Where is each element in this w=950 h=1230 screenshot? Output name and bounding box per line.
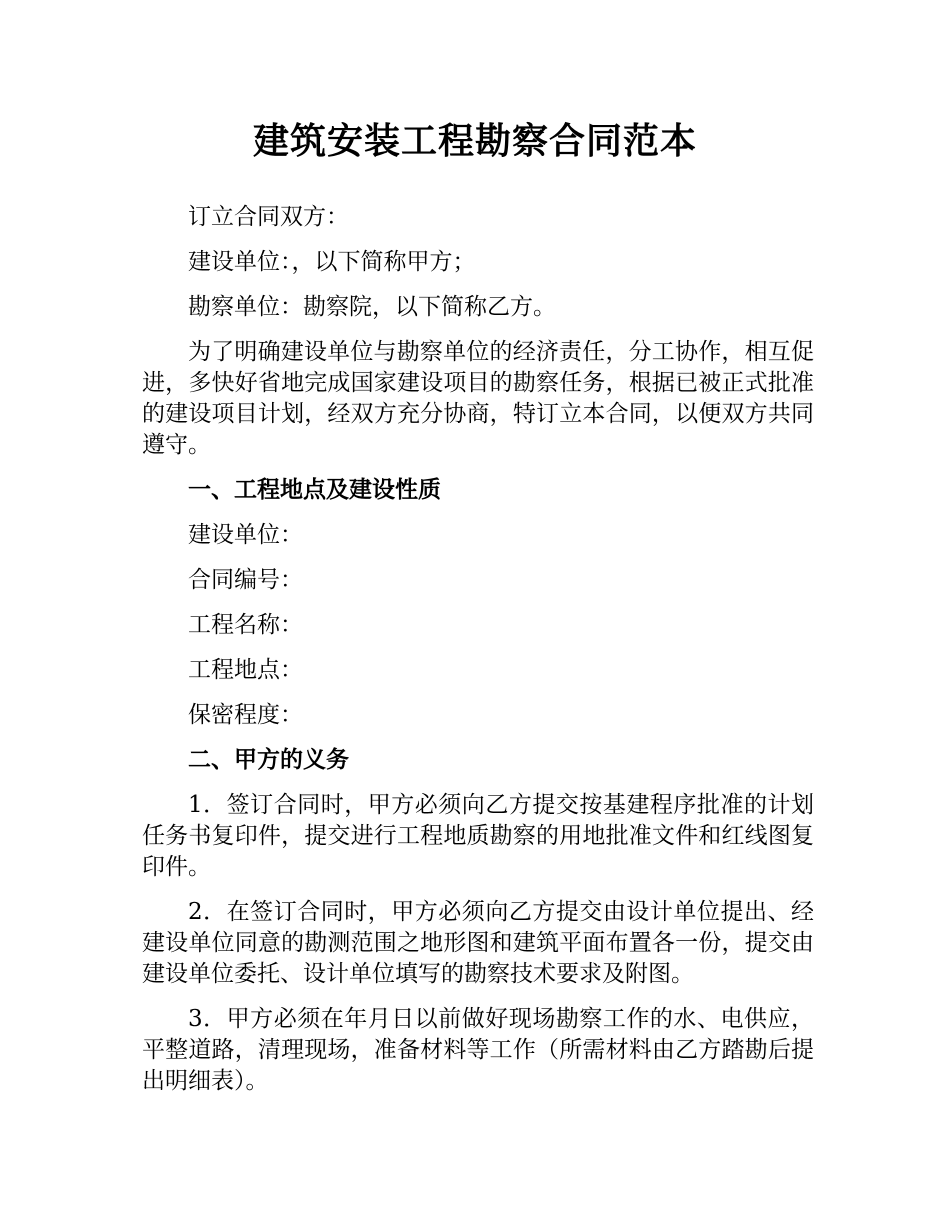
paragraph-party-a: 建设单位：，以下简称甲方； <box>188 249 476 275</box>
field-contract-number: 合同编号： <box>188 567 303 593</box>
document-title: 建筑安装工程勘察合同范本 <box>252 121 697 162</box>
clause-2-3: 3．甲方必须在年月日以前做好现场勘察工作的水、电供应，平整道路，清理现场，准备材料等工作（所需材料由乙方踏勘后提出明细表）。 <box>142 1006 814 1094</box>
paragraph-party-b: 勘察单位：勘察院，以下简称乙方。 <box>188 294 556 320</box>
field-confidentiality-level: 保密程度： <box>188 702 303 728</box>
paragraph-purpose: 为了明确建设单位与勘察单位的经济责任，分工协作，相互促进，多快好省地完成国家建设项目的勘察任务，根据已被正式批准的建设项目计划，经双方充分协商，特订立本合同，以便双方共同遵守。 <box>142 339 814 458</box>
field-project-name: 工程名称： <box>188 612 303 638</box>
field-project-location: 工程地点： <box>188 657 303 683</box>
clause-2-2: 2．在签订合同时，甲方必须向乙方提交由设计单位提出、经建设单位同意的勘测范围之地形图和建筑平面布置各一份，提交由建设单位委托、设计单位填写的勘察技术要求及附图。 <box>142 899 814 987</box>
section-heading-1: 一、工程地点及建设性质 <box>188 477 441 503</box>
section-heading-2: 二、甲方的义务 <box>188 747 349 773</box>
clause-2-1: 1．签订合同时，甲方必须向乙方提交按基建程序批准的计划任务书复印件，提交进行工程地质勘察的用地批准文件和红线图复印件。 <box>142 792 814 880</box>
field-construction-unit: 建设单位： <box>188 522 303 548</box>
paragraph-parties-intro: 订立合同双方： <box>188 204 349 230</box>
document-body <box>142 202 814 1111</box>
